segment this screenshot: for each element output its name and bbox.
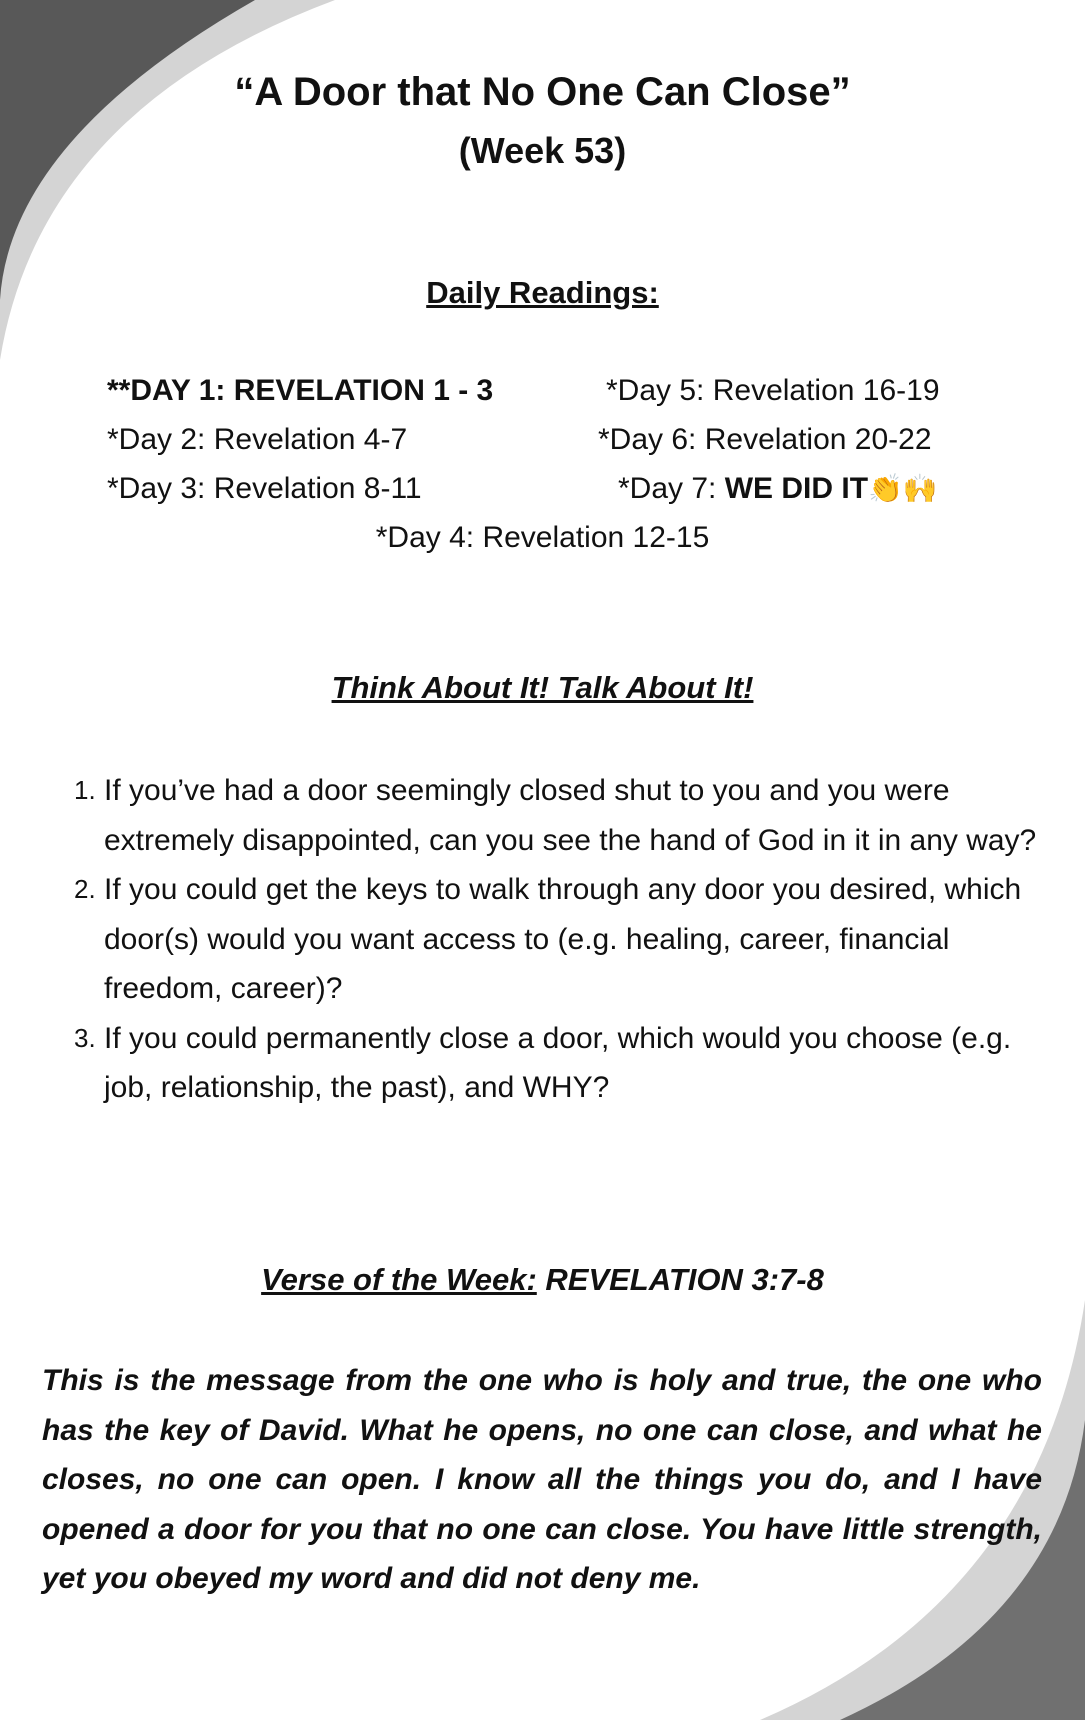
daily-readings-heading: Daily Readings:: [426, 275, 659, 310]
verse-label: Verse of the Week:: [261, 1262, 537, 1297]
verse-reference: REVELATION 3:7-8: [536, 1262, 824, 1297]
reading-day-5: *Day 5: Revelation 16-19: [606, 374, 940, 407]
discussion-heading: Think About It! Talk About It!: [331, 670, 754, 705]
reading-day-2: *Day 2: Revelation 4-7: [107, 423, 408, 456]
page-title: “A Door that No One Can Close”: [234, 70, 851, 114]
question-text: If you’ve had a door seemingly closed shut to you and you were extremely disappointed, can you see the hand of God in it in any way?: [104, 774, 1037, 857]
question-text: If you could permanently close a door, which would you choose (e.g. job, relationship, the past), and WHY?: [104, 1021, 1012, 1104]
reading-day-6: *Day 6: Revelation 20-22: [598, 423, 932, 456]
question-number: 3.: [74, 1022, 96, 1053]
reading-day-7-prefix: *Day 7:: [618, 472, 725, 505]
week-subtitle: (Week 53): [458, 130, 627, 171]
reading-day-3: *Day 3: Revelation 8-11: [107, 472, 422, 505]
discussion-question: [64, 1014, 1049, 1113]
discussion-question: [64, 766, 1049, 865]
reading-day-7: [618, 472, 938, 506]
reading-day-1: **DAY 1: REVELATION 1 - 3: [107, 374, 494, 407]
discussion-question: [64, 865, 1049, 1014]
discussion-questions-list: [64, 766, 1049, 1113]
verse-text: This is the message from the one who is holy and true, the one who has the key of David. What he opens, no one can close, and what he closes, no one can open. I know all the things you do, and I have opened a door for you that no one can close. You have little strength, yet you obeyed my word and did not deny me.: [42, 1364, 1042, 1595]
question-number: 1.: [74, 775, 96, 805]
reading-day-7-emphasis: WE DID IT: [724, 472, 869, 505]
question-number: 2.: [74, 874, 96, 904]
question-text: If you could get the keys to walk through any door you desired, which door(s) would you want access to (e.g. healing, career, financial freedom, career)?: [104, 873, 1022, 1005]
verse-of-the-week-heading: [0, 1262, 1085, 1298]
clapping-hands-icon: 👏🙌: [868, 472, 938, 505]
reading-day-4: *Day 4: Revelation 12-15: [375, 521, 710, 554]
